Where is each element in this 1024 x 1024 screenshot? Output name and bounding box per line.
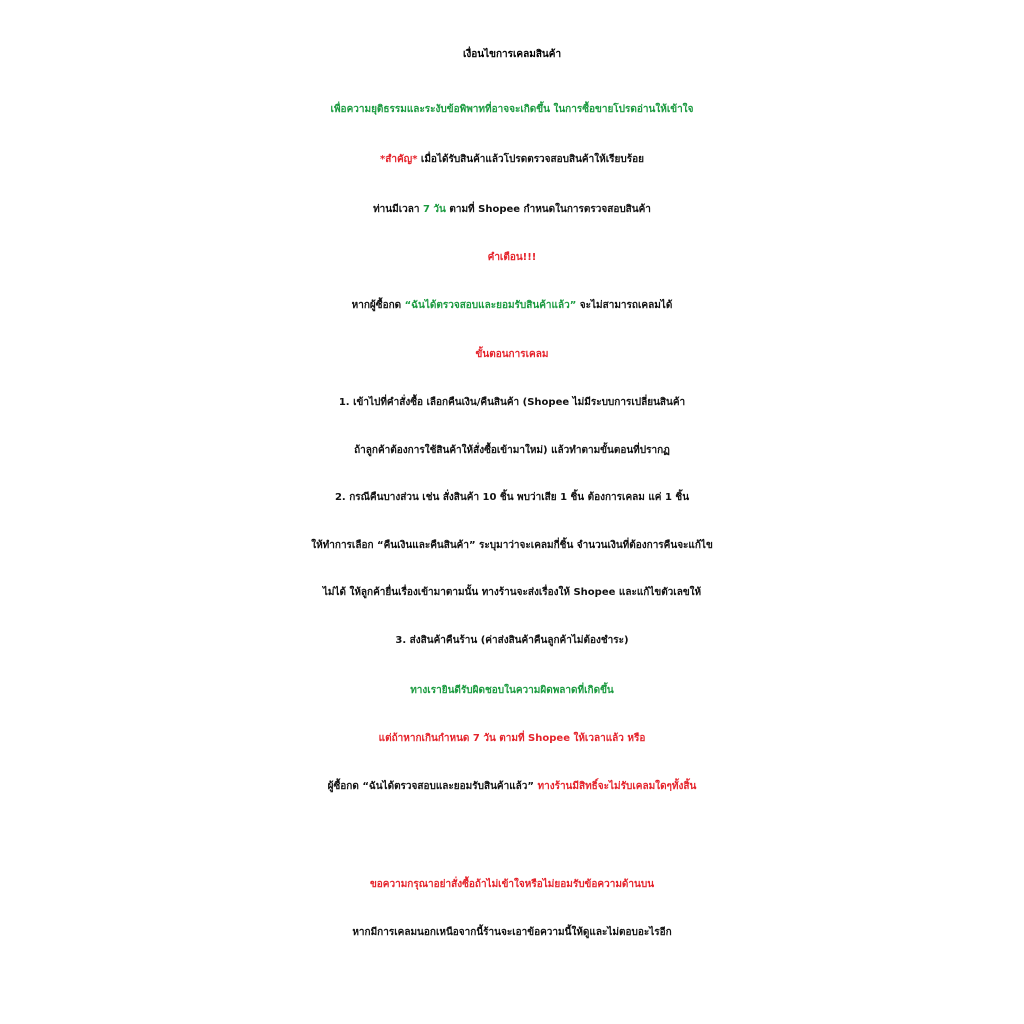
step-line: 1. เข้าไปที่คำสั่งซื้อ เลือกคืนเงิน/คืนสินค้า (Shopee ไม่มีระบบการเปลี่ยนสินค้า — [338, 397, 686, 408]
responsibility-text: ทางเรายินดีรับผิดชอบในความผิดพลาดที่เกิดขึ้น — [410, 685, 614, 696]
important-text: เมื่อได้รับสินค้าแล้วโปรดตรวจสอบสินค้าให้เรียบร้อย — [420, 154, 644, 165]
final-clause-line — [0, 772, 1024, 802]
expiry-text: แต่ถ้าหากเกินกำหนด 7 วัน ตามที่ Shopee ให้เวลาแล้ว หรือ — [378, 733, 646, 744]
time-limit-line — [0, 195, 1024, 225]
step-line: ถ้าลูกค้าต้องการใช้สินค้าให้สั่งซื้อเข้ามาใหม่) แล้วทำตามขั้นตอนที่ปรากฏ — [354, 445, 670, 456]
step-line: ให้ทำการเลือก “คืนเงินและคืนสินค้า” ระบุมาว่าจะเคลมกี่ชิ้น จำนวนเงินที่ต้องการคืนจะแก้ไข — [311, 540, 713, 551]
steps-heading: ขั้นตอนการเคลม — [475, 349, 549, 360]
warning-after: จะไม่สามารถเคลมได้ — [579, 300, 673, 311]
time-limit-days: 7 วัน — [422, 204, 446, 215]
warning-quote: “ฉันได้ตรวจสอบและยอมรับสินค้าแล้ว” — [404, 300, 577, 311]
important-line — [0, 145, 1024, 175]
warning-heading: คำเตือน!!! — [487, 252, 537, 263]
warning-line — [0, 291, 1024, 321]
final-clause-before: ผู้ซื้อกด “ฉันได้ตรวจสอบและยอมรับสินค้าแล้ว” — [327, 781, 534, 792]
request-text: ขอความกรุณาอย่าสั่งซื้อถ้าไม่เข้าใจหรือไม่ยอมรับข้อความด้านบน — [369, 879, 655, 890]
intro-text: เพื่อความยุติธรรมและระงับข้อพิพาทที่อาจจะเกิดขึ้น ในการซื้อขายโปรดอ่านให้เข้าใจ — [330, 104, 694, 115]
page-title: เงื่อนไขการเคลมสินค้า — [462, 49, 562, 60]
step-line: ไม่ได้ ให้ลูกค้ายื่นเรื่องเข้ามาตามนั้น ทางร้านจะส่งเรื่องให้ Shopee และแก้ไขตัวเลขให้ — [322, 587, 702, 598]
step-line: 2. กรณีคืนบางส่วน เช่น สั่งสินค้า 10 ชิ้น พบว่าเสีย 1 ชิ้น ต้องการเคลม แค่ 1 ชิ้น — [334, 492, 690, 503]
time-limit-after: ตามที่ Shopee กำหนดในการตรวจสอบสินค้า — [449, 204, 651, 215]
time-limit-before: ท่านมีเวลา — [373, 204, 420, 215]
important-label: *สำคัญ* — [380, 154, 418, 165]
step-line: 3. ส่งสินค้าคืนร้าน (ค่าส่งสินค้าคืนลูกค้าไม่ต้องชำระ) — [395, 635, 629, 646]
closing-text: หากมีการเคลมนอกเหนือจากนี้ร้านจะเอาข้อความนี้ให้ดูและไม่ตอบอะไรอีก — [352, 927, 672, 938]
final-clause-after: ทางร้านมีสิทธิ์จะไม่รับเคลมใดๆทั้งสิ้น — [537, 781, 697, 792]
warning-before: หากผู้ซื้อกด — [351, 300, 402, 311]
